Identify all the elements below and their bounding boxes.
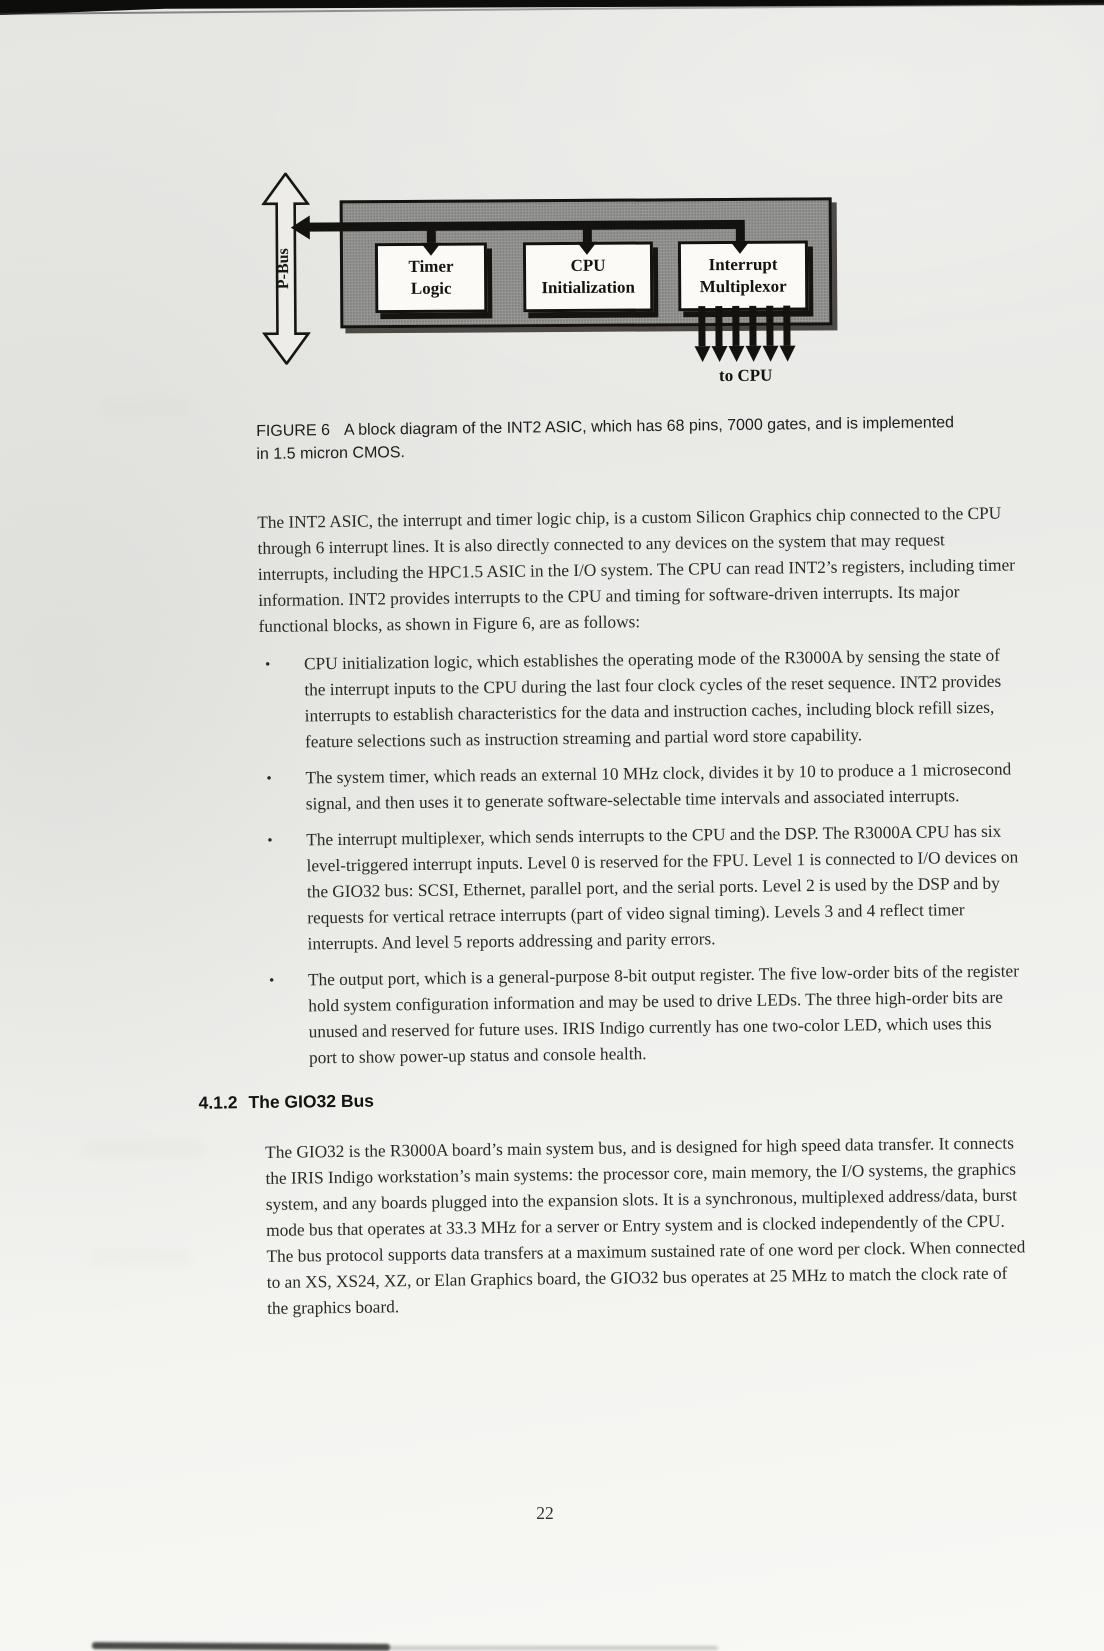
figure-caption: [256, 411, 963, 466]
down-arrow-icon: [762, 306, 778, 364]
bullet-marker: •: [268, 972, 275, 989]
gio32-paragraph: The GIO32 is the R3000A board’s main system bus, and is designed for high speed data transfer. It connects the IRIS Indigo workstation’s main systems: the processor core, main memory, the I/O systems, the graphics system, and any boards plugged into the expansion slots. It is a synchronous, multiplexed address/data, burst mode bus that operates at 33.3 MHz for a server or Entry system and is clocked independently of the CPU. The bus protocol supports data transfers at a maximum sustained rate of one word per clock. When connected to an XS, XS24, XZ, or Elan Graphics board, the GIO32 bus operates at 25 MHz to match the clock rate of the graphics board.: [265, 1133, 1026, 1318]
to-cpu-label: to CPU: [718, 365, 773, 386]
bullet-text: The output port, which is a general-purpose 8-bit output register. The five low-order bits of the register hold system configuration information and may be used to drive LEDs. The three high-order bits are unused and reserved for future uses. IRIS Indigo currently has one two-color LED, which uses this port to show power-up status and console health.: [307, 961, 1020, 1068]
down-arrow-icon: [745, 306, 761, 364]
bullet-item: [261, 818, 1023, 958]
scan-smudge: [90, 1250, 190, 1264]
bullet-item: [259, 642, 1020, 756]
down-arrow-icon: [728, 306, 744, 364]
text-column: [198, 410, 1027, 1321]
figure-caption-label: FIGURE 6: [256, 422, 331, 440]
section-heading: [198, 1082, 1024, 1113]
block-label-line: Timer: [408, 256, 454, 276]
scan-smudge: [84, 1140, 204, 1156]
pbus-label: P-Bus: [274, 248, 293, 290]
block-label-line: Multiplexor: [699, 276, 787, 297]
bullet-item: [260, 756, 1021, 818]
intro-paragraph: The INT2 ASIC, the interrupt and timer logic chip, is a custom Silicon Graphics chip connected to the CPU through 6 interrupt lines. It is also directly connected to any devices on the system that may request interrupts, including the HPC1.5 ASIC in the I/O system. The CPU can read INT2’s registers, including timer information. INT2 provides interrupts to the CPU and timing for software-driven interrupts. Its major functional blocks, as shown in Figure 6, are as follows:: [257, 503, 1016, 636]
figure6-block-diagram: [0, 0, 901, 432]
page-number: 22: [536, 1503, 554, 1523]
block-label-line: Initialization: [541, 277, 635, 298]
section-number: 4.1.2: [198, 1092, 238, 1113]
block-label-line: Interrupt: [708, 254, 778, 275]
block-label-line: CPU: [570, 255, 606, 275]
scan-edge-artifact-bottom: [388, 1646, 718, 1650]
figure-caption-text: A block diagram of the INT2 ASIC, which has 68 pins, 7000 gates, and is implemented in 1.5 micron CMOS.: [256, 414, 955, 463]
bullet-text: The system timer, which reads an external 10 MHz clock, divides it by 10 to produce a 1 microsecond signal, and then uses it to generate software-selectable time intervals and associated interrupts.: [305, 759, 1012, 814]
section-title: The GIO32 Bus: [248, 1090, 375, 1113]
bullet-marker: •: [267, 832, 273, 849]
bullet-item: [263, 958, 1024, 1072]
down-arrow-icon: [779, 306, 795, 364]
down-arrow-icon: [694, 306, 710, 364]
scan-edge-artifact-bottom: [92, 1642, 390, 1651]
bullet-marker: •: [264, 656, 271, 673]
interrupt-lines-to-cpu: [694, 306, 795, 365]
bullet-marker: •: [266, 770, 272, 787]
down-arrow-icon: [711, 306, 727, 364]
bullet-text: The interrupt multiplexer, which sends interrupts to the CPU and the DSP. The R3000A CPU has six level-triggered interrupt inputs. Level 0 is reserved for the FPU. Level 1 is connected to I/O devices on the GIO32 bus: SCSI, Ethernet, parallel port, and the serial ports. Level 2 is used by the DSP and by requests for vertical retrace interrupts (part of video signal timing). Levels 3 and 4 reflect timer interrupts. And level 5 reports addressing and parity errors.: [306, 821, 1019, 954]
block-label-line: Logic: [410, 278, 452, 298]
bullet-text: CPU initialization logic, which establishes the operating mode of the R3000A by sensing the state of the interrupt inputs to the CPU during the last four clock cycles of the reset sequence. INT2 provides interrupts to establish characteristics for the data and instruction caches, including block refill sizes, feature selections such as instruction streaming and partial word store capability.: [303, 645, 1002, 752]
bullet-list: [259, 642, 1024, 1072]
